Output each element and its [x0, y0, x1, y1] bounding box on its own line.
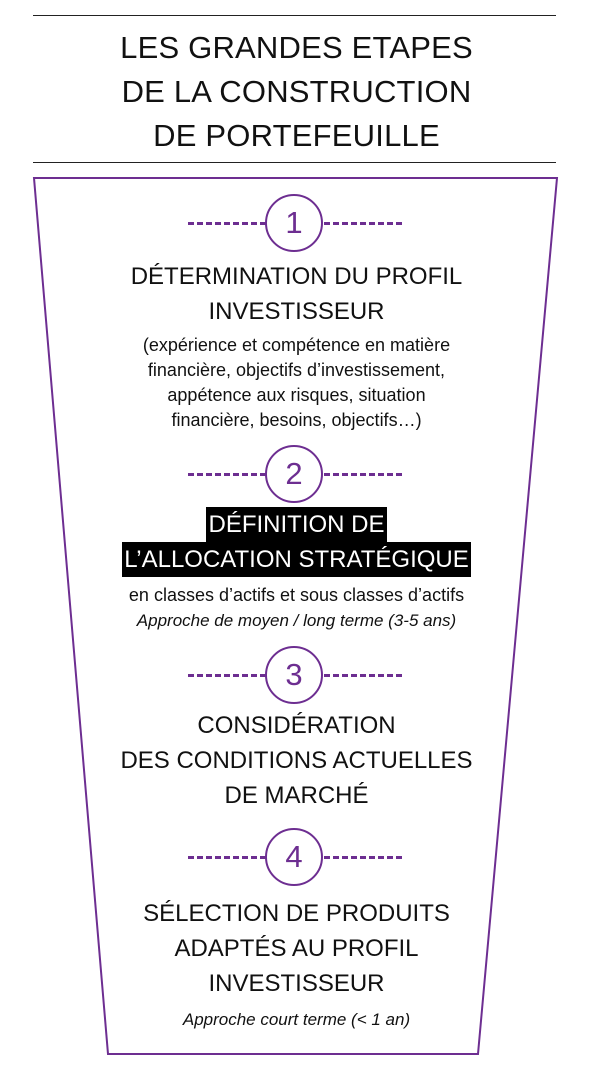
step-4-marker: [0, 828, 593, 886]
step-2-content: [0, 507, 593, 633]
step-number-circle: 1: [265, 194, 323, 252]
dashed-line-right: [324, 856, 402, 859]
step-number-circle: 3: [265, 646, 323, 704]
step-heading: CONSIDÉRATION: [197, 712, 396, 739]
dashed-line-left: [188, 473, 266, 476]
step-heading: DÉTERMINATION DU PROFIL: [130, 263, 463, 290]
step-heading: INVESTISSEUR: [208, 970, 385, 997]
step-note: Approche court terme (< 1 an): [182, 1010, 411, 1029]
dashed-line-left: [188, 674, 266, 677]
step-detail: appétence aux risques, situation: [167, 385, 426, 405]
step-heading: DES CONDITIONS ACTUELLES: [120, 747, 473, 774]
step-note: Approche de moyen / long terme (3-5 ans): [136, 611, 457, 630]
step-heading: ADAPTÉS AU PROFIL: [174, 935, 419, 962]
dashed-line-left: [188, 222, 266, 225]
step-number-circle: 4: [265, 828, 323, 886]
step-detail: (expérience et compétence en matière: [142, 335, 451, 355]
step-number-circle: 2: [265, 445, 323, 503]
step-detail: en classes d’actifs et sous classes d’actifs: [128, 585, 465, 605]
dashed-line-right: [324, 222, 402, 225]
title-line: DE LA CONSTRUCTION: [121, 74, 472, 109]
step-3-marker: [0, 646, 593, 704]
title-line: LES GRANDES ETAPES: [120, 30, 473, 65]
highlighted-heading: L’ALLOCATION STRATÉGIQUE: [122, 542, 471, 577]
step-detail: financière, objectifs d’investissement,: [147, 360, 446, 380]
highlighted-heading: DÉFINITION DE: [206, 507, 386, 542]
step-heading: INVESTISSEUR: [208, 298, 385, 325]
dashed-line-right: [324, 674, 402, 677]
title-line: DE PORTEFEUILLE: [153, 118, 440, 153]
dashed-line-right: [324, 473, 402, 476]
step-heading: DE MARCHÉ: [224, 782, 369, 809]
step-1-marker: [0, 194, 593, 252]
step-detail: financière, besoins, objectifs…): [171, 410, 422, 430]
step-4-content: [0, 896, 593, 1032]
step-1-content: [0, 259, 593, 433]
dashed-line-left: [188, 856, 266, 859]
step-2-marker: [0, 445, 593, 503]
step-heading: SÉLECTION DE PRODUITS: [143, 900, 450, 927]
step-3-content: [0, 708, 593, 813]
